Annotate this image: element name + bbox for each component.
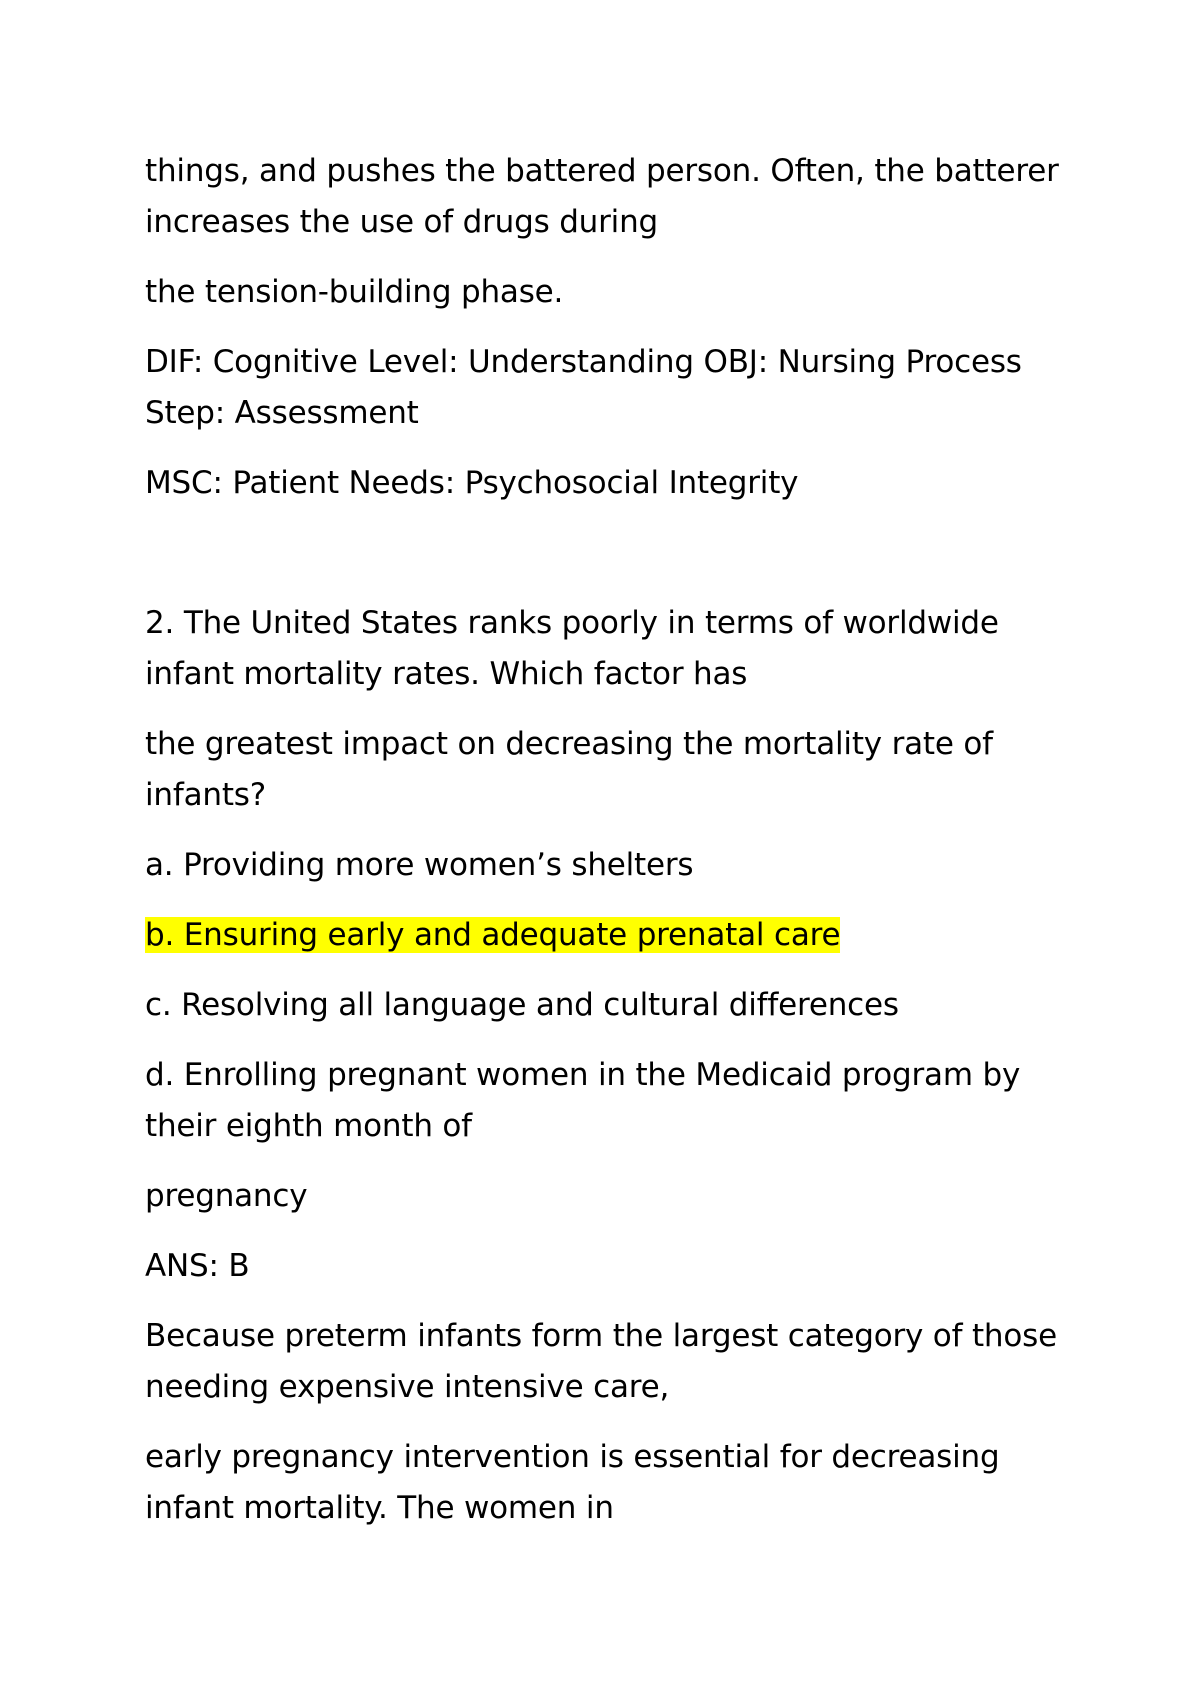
rationale-continuation-end: the tension-building phase.	[145, 274, 564, 310]
question-stem-cont: the greatest impact on decreasing the mortality rate of infants?	[145, 726, 993, 813]
option-d: d. Enrolling pregnant women in the Medicaid program by their eighth month of	[145, 1057, 1021, 1144]
question-stem: 2. The United States ranks poorly in terms of worldwide infant mortality rates. Which factor has	[145, 605, 999, 692]
rationale-continuation: things, and pushes the battered person. Often, the batterer increases the use of drugs during	[145, 153, 1059, 240]
rationale-line-2: early pregnancy intervention is essential for decreasing infant mortality. The women in	[145, 1439, 1000, 1526]
answer-line: ANS: B	[145, 1248, 250, 1284]
rationale-line-1: Because preterm infants form the largest category of those needing expensive intensive care,	[145, 1318, 1057, 1405]
option-b-highlight: b. Ensuring early and adequate prenatal care	[145, 917, 841, 953]
msc-patient-needs: MSC: Patient Needs: Psychosocial Integrity	[145, 465, 799, 501]
option-c: c. Resolving all language and cultural differences	[145, 987, 899, 1023]
option-b	[145, 910, 1075, 961]
option-d-cont: pregnancy	[145, 1178, 308, 1214]
document-body	[145, 146, 1075, 1553]
blank-line	[145, 528, 1075, 579]
difficulty-objective: DIF: Cognitive Level: Understanding OBJ: Nursing Process Step: Assessment	[145, 344, 1022, 431]
option-a: a. Providing more women’s shelters	[145, 847, 694, 883]
